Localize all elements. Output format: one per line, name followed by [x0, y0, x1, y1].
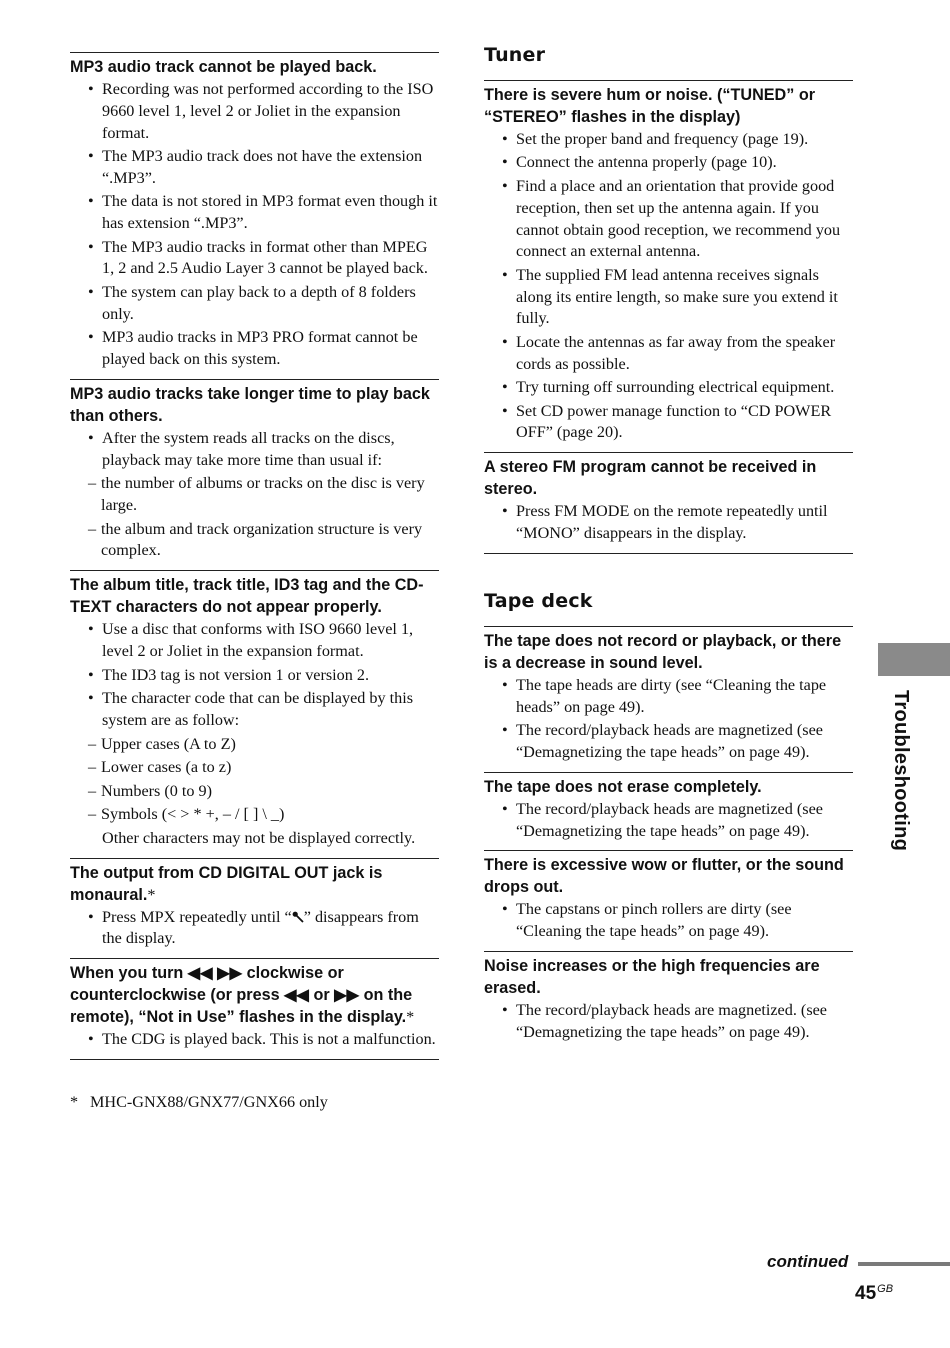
- issue-cd-digital-out: [70, 858, 439, 951]
- list-item: • Set the proper band and frequency (page 19).: [502, 129, 853, 151]
- list-item: [88, 428, 439, 562]
- issue-not-in-use: [70, 958, 439, 1051]
- right-column: [484, 44, 853, 1052]
- issue-hum-noise: [484, 80, 853, 444]
- issue-mp3-longer-time: [70, 379, 439, 562]
- list-item: • The record/playback heads are magnetized. (see “Demagnetizing the tape heads” on page 49).: [502, 1000, 853, 1044]
- list-item: • The MP3 audio tracks in format other than MPEG 1, 2 and 2.5 Audio Layer 3 cannot be played back.: [88, 237, 439, 281]
- sub-list-item: – the number of albums or tracks on the disc is very large.: [88, 473, 439, 517]
- issue-stereo-fm: [484, 452, 853, 545]
- footnote-marker: *: [147, 885, 156, 904]
- issue-title-text: The output from CD DIGITAL OUT jack is monaural.: [70, 863, 383, 904]
- microphone-icon: [292, 911, 304, 923]
- sub-list-item: – Upper cases (A to Z): [88, 734, 439, 756]
- list-item: • Recording was not performed according to the ISO 9660 level 1, level 2 or Joliet in the expansion format.: [88, 79, 439, 144]
- bullet-list: [484, 899, 853, 943]
- issue-title: [70, 862, 439, 906]
- footnote-marker: *: [70, 1093, 79, 1111]
- list-item: • Find a place and an orientation that provide good reception, then set up the antenna again. If you cannot obtain good reception, we recommend you connect an external antenna.: [502, 176, 853, 263]
- sub-list: [88, 734, 439, 826]
- issue-wow-flutter: [484, 850, 853, 943]
- list-item: • The ID3 tag is not version 1 or version 2.: [88, 665, 439, 687]
- page-number: [855, 1283, 893, 1305]
- list-item: • Try turning off surrounding electrical equipment.: [502, 377, 853, 399]
- list-item: • The system can play back to a depth of 8 folders only.: [88, 282, 439, 326]
- section-tab-marker: [878, 643, 950, 676]
- continued-label: continued: [767, 1252, 849, 1271]
- issue-title: MP3 audio track cannot be played back.: [70, 58, 377, 76]
- note-text: Other characters may not be displayed correctly.: [102, 828, 416, 847]
- footnote-text: MHC-GNX88/GNX77/GNX66 only: [90, 1093, 328, 1111]
- list-item: [88, 907, 439, 951]
- bullet-list: [484, 799, 853, 843]
- list-item: • Set CD power manage function to “CD POWER OFF” (page 20).: [502, 401, 853, 445]
- issue-title: A stereo FM program cannot be received in stereo.: [484, 458, 817, 499]
- section-tab-label: [888, 690, 916, 850]
- bullet-list: [484, 501, 853, 545]
- sub-list-item: – Lower cases (a to z): [88, 757, 439, 779]
- list-item: • The CDG is played back. This is not a malfunction.: [88, 1029, 439, 1051]
- list-item: • Use a disc that conforms with ISO 9660 level 1, level 2 or Joliet in the expansion format.: [88, 619, 439, 663]
- list-item-text-start: Press MPX repeatedly until “: [102, 907, 292, 926]
- list-item: • Connect the antenna properly (page 10).: [502, 152, 853, 174]
- issue-title: The tape does not erase completely.: [484, 777, 762, 796]
- list-item: [88, 688, 439, 850]
- list-item: • The MP3 audio track does not have the extension “.MP3”.: [88, 146, 439, 190]
- issue-title-text: When you turn ◀◀ ▶▶ clockwise or counterclockwise (or press ◀◀ or ▶▶ on the remote), “Not in Use” flashes in the display.: [70, 964, 413, 1027]
- bullet-list: [70, 619, 439, 849]
- bullet-list: [70, 428, 439, 562]
- sub-list-item: – the album and track organization structure is very complex.: [88, 519, 439, 563]
- footnote-marker: *: [406, 1008, 415, 1027]
- list-item-text-end: ” disappears from the display.: [102, 907, 419, 948]
- issue-title: There is excessive wow or flutter, or the sound drops out.: [484, 856, 844, 897]
- list-item: • MP3 audio tracks in MP3 PRO format cannot be played back on this system.: [88, 327, 439, 371]
- footnote: [70, 1093, 328, 1112]
- bullet-list: [70, 907, 439, 951]
- list-item: • The record/playback heads are magnetized (see “Demagnetizing the tape heads” on page 49).: [502, 720, 853, 764]
- section-end-rule: [484, 553, 853, 554]
- list-item: • The capstans or pinch rollers are dirty (see “Cleaning the tape heads” on page 49).: [502, 899, 853, 943]
- list-item: • The data is not stored in MP3 format even though it has extension “.MP3”.: [88, 191, 439, 235]
- page-number-value: 45: [855, 1283, 877, 1304]
- issue-tape-no-erase: [484, 772, 853, 843]
- list-item: • Locate the antennas as far away from the speaker cords as possible.: [502, 332, 853, 376]
- bullet-list: [484, 1000, 853, 1044]
- issue-mp3-cannot-play: [70, 52, 439, 371]
- bullet-list: [70, 1029, 439, 1051]
- issue-title: There is severe hum or noise. (“TUNED” or “STEREO” flashes in the display): [484, 86, 816, 126]
- list-item: • The tape heads are dirty (see “Cleaning the tape heads” on page 49).: [502, 675, 853, 719]
- issue-id3-cdtext: [70, 570, 439, 849]
- sub-list-item: – Numbers (0 to 9): [88, 781, 439, 803]
- list-item: • Press FM MODE on the remote repeatedly until “MONO” disappears in the display.: [502, 501, 853, 545]
- section-tab-text: Troubleshooting: [890, 690, 912, 852]
- sub-list-item: – Symbols (< > * +, – / [ ] \ _): [88, 804, 439, 826]
- continued-bar: [858, 1262, 950, 1266]
- issue-title: Noise increases or the high frequencies are erased.: [484, 956, 820, 997]
- left-column: [70, 52, 439, 1060]
- issue-title: MP3 audio tracks take longer time to play back than others.: [70, 384, 430, 425]
- bullet-list: [70, 79, 439, 371]
- bullet-list: [484, 129, 853, 444]
- list-item: • The supplied FM lead antenna receives signals along its entire length, so make sure you extend it fully.: [502, 265, 853, 330]
- issue-title: The album title, track title, ID3 tag and the CD-TEXT characters do not appear properly.: [70, 576, 424, 617]
- issue-tape-no-record: [484, 626, 853, 764]
- issue-noise-high-freq: [484, 951, 853, 1044]
- section-end-rule: [70, 1059, 439, 1060]
- page-number-suffix: GB: [877, 1283, 894, 1295]
- list-item-text: The character code that can be displayed by this system are as follow:: [102, 689, 414, 729]
- issue-title: [70, 962, 439, 1028]
- section-heading-tape-deck: Tape deck: [484, 589, 593, 612]
- list-item-text: After the system reads all tracks on the discs, playback may take more time than usual if:: [102, 428, 395, 469]
- section-heading-tuner: Tuner: [484, 44, 546, 66]
- bullet-list: [484, 675, 853, 764]
- sub-list: [88, 473, 439, 562]
- list-item: • The record/playback heads are magnetized (see “Demagnetizing the tape heads” on page 49).: [502, 799, 853, 843]
- issue-title: The tape does not record or playback, or there is a decrease in sound level.: [484, 631, 842, 672]
